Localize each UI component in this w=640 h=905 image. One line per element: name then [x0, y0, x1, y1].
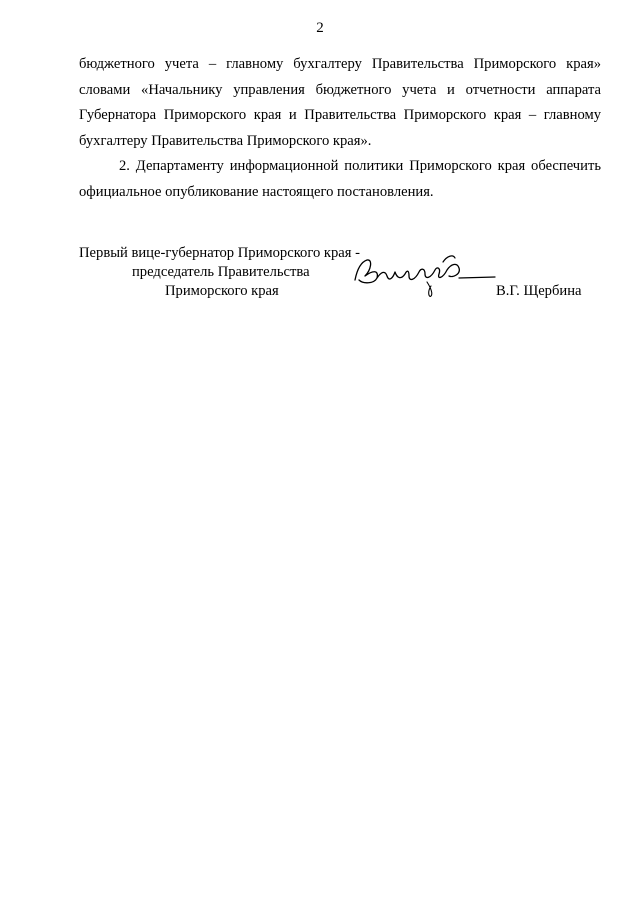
signer-title-line-1: Первый вице-губернатор Приморского края -: [79, 245, 361, 261]
signature-block: [79, 244, 601, 304]
page-number: 2: [316, 20, 324, 36]
signer-title-line-3: Приморского края: [165, 283, 279, 299]
signer-title-line-2: председатель Правительства: [132, 264, 310, 280]
handwritten-signature: [347, 248, 497, 303]
signer-name: В.Г. Щербина: [496, 283, 582, 299]
paragraph-continuation: бюджетного учета – главному бухгалтеру Правительства Приморского края» словами «Начальнику управления бюджетного учета и отчетности аппарата Губернатора Приморского края и Правительства Приморского края – главному бухгалтеру Правительства Приморского края».: [79, 56, 601, 149]
paragraph-item-2: 2. Департаменту информационной политики Приморского края обеспечить официальное опубликование настоящего постановления.: [79, 158, 601, 200]
document-body: [79, 52, 601, 205]
